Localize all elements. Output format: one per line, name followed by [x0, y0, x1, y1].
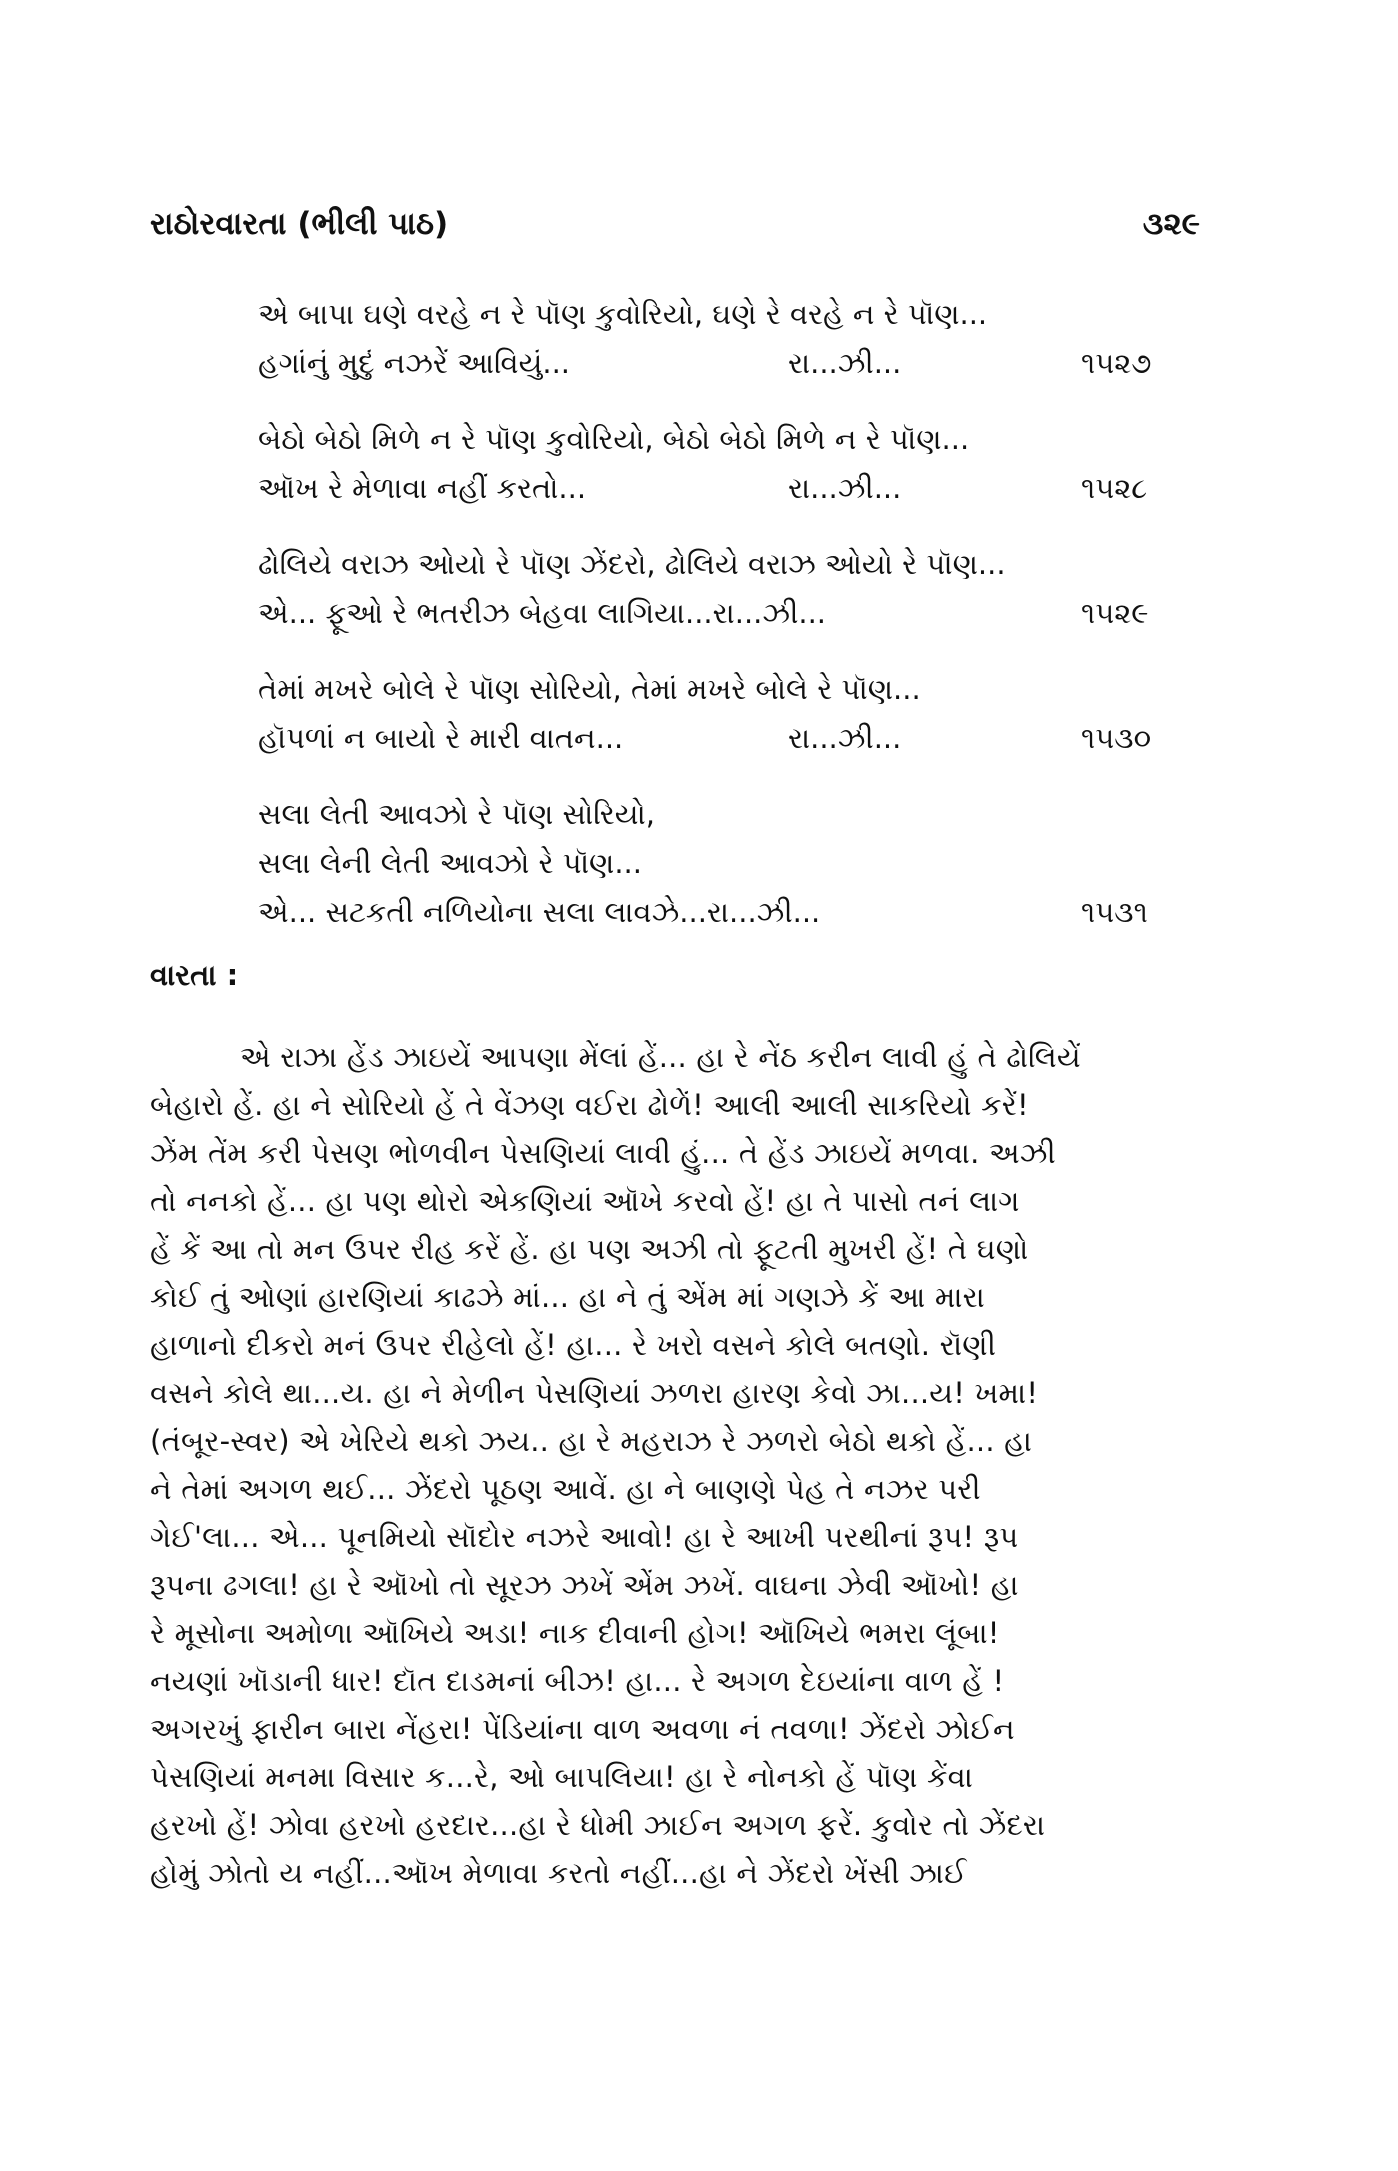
verse-text: તેમાં મખરે બોલે રે પૉણ સોરિયો, તેમાં મખરે બોલે રે પૉણ...	[258, 672, 921, 706]
verse-line	[258, 339, 1208, 388]
stanza-1528	[258, 415, 1208, 513]
verse-text: હૉપળાં ન બાયો રે મારી વાતન...	[258, 721, 624, 755]
verse-line	[258, 290, 1208, 339]
verse-line	[258, 540, 1208, 589]
verse-line	[258, 665, 1208, 714]
verse-text: એ બાપા ઘણે વરહે ન રે પૉણ કુવોરિયો, ઘણે રે વરહે ન રે પૉણ...	[258, 297, 988, 331]
verse-number: ૧૫૨૯	[1081, 596, 1149, 630]
verse-refrain: રા...ઝી...	[788, 471, 902, 505]
prose-line: હેં કેં આ તો મન ઉપર રીહ કરેં હેં. હા પણ અઝી તો ફૂટતી મુખરી હેં! તે ઘણો	[150, 1232, 1029, 1266]
verse-refrain: રા...ઝી...	[788, 346, 902, 380]
verse-section	[258, 290, 1208, 964]
verse-line	[258, 839, 1208, 888]
prose-line: ગેઈ'લા... એ... પૂનમિયો સૉદોર નઝરે આવો! હા રે આખી પરથીનાં રૂપ! રૂપ	[150, 1520, 1019, 1554]
verse-text: ઑખ રે મેળાવા નહીં કરતો...	[258, 471, 587, 505]
verse-number: ૧૫૩૦	[1081, 721, 1152, 755]
prose-line: હરખો હેં! ઝોવા હરખો હરદાર...હા રે ધોમી ઝાઈન અગળ ફરેં. કુવોર તો ઝેંદરા	[150, 1808, 1046, 1842]
verse-line	[258, 415, 1208, 464]
verse-text: એ... સટકતી નળિયોના સલા લાવઝે...રા...ઝી...	[258, 895, 821, 929]
prose-paragraph	[150, 1033, 1200, 1897]
verse-number: ૧૫૩૧	[1081, 895, 1148, 929]
prose-line: નયણાં ખૉડાની ધાર! દૉત દાડમનાં બીઝ! હા... રે અગળ દેઇયાંના વાળ હેં !	[150, 1664, 1005, 1698]
prose-line: કોઈ તું ઓણાં હારણિયાં કાઢઝે માં... હા ને તું એંમ માં ગણઝે કેં આ મારા	[150, 1280, 985, 1314]
prose-line: બેહારો હેં. હા ને સોરિયો હેં તે વેંઝણ વઈરા ઢોળેં! આલી આલી સાકરિયો કરેં!	[150, 1088, 1029, 1122]
prose-line: ને તેમાં અગળ થઈ... ઝેંદરો પૂઠણ આવેં. હા ને બાણણે પેહ તે નઝર પરી	[150, 1472, 981, 1506]
prose-line: પેસણિયાં મનમા વિસાર ક...રે, ઓ બાપલિયા! હા રે નોનકો હેં પૉણ કેંવા	[150, 1760, 974, 1794]
prose-line: અગરખું ફારીન બારા નેંહરા! પેંડિયાંના વાળ અવળા નં તવળા! ઝેંદરો ઝોઈન	[150, 1712, 1015, 1746]
verse-text: એ... ફૂઓ રે ભતરીઝ બેહવા લાગિયા...રા...ઝી...	[258, 596, 827, 630]
prose-line: રૂપના ઢગલા! હા રે ઑખો તો સૂરઝ ઝખેં એંમ ઝખેં. વાઘના ઝેવી ઑખો! હા	[150, 1568, 1019, 1602]
verse-line	[258, 714, 1208, 763]
stanza-1530	[258, 665, 1208, 763]
verse-text: હગાંનું મુદું નઝરેં આવિયું...	[258, 346, 571, 380]
prose-line: હાળાનો દીકરો મનં ઉપર રીહેલો હેં! હા... રે ખરો વસને કોલે બતણો. રૉણી	[150, 1328, 997, 1362]
verse-number: ૧૫૨૭	[1081, 346, 1152, 380]
prose-line: તો નનકો હેં... હા પણ થોરો એકણિયાં ઑખે કરવો હેં! હા તે પાસો તનં લાગ	[150, 1184, 1020, 1218]
verse-number: ૧૫૨૮	[1081, 471, 1148, 505]
verse-refrain: રા...ઝી...	[788, 721, 902, 755]
stanza-1529	[258, 540, 1208, 638]
running-head	[150, 206, 1200, 254]
verse-line	[258, 888, 1208, 937]
verse-text: ઢોલિયે વરાઝ ઓયો રે પૉણ ઝેંદરો, ઢોલિયે વરાઝ ઓયો રે પૉણ...	[258, 547, 1006, 581]
verse-line	[258, 589, 1208, 638]
running-title: રાઠોરવારતા (ભીલી પાઠ)	[150, 206, 449, 242]
prose-line: ઝેંમ તેંમ કરી પેસણ ભોળવીન પેસણિયાં લાવી હું... તે હેંડ ઝાઇયેં મળવા. અઝી	[150, 1136, 1056, 1170]
prose-line: એ રાઝા હેંડ ઝાઇયેં આપણા મેંલાં હેં... હા રે નેંઠ કરીન લાવી હું તે ઢોલિયેં	[240, 1040, 1081, 1074]
verse-text: સલા લેની લેતી આવઝો રે પૉણ...	[258, 846, 642, 880]
verse-line	[258, 464, 1208, 513]
stanza-1531	[258, 790, 1208, 937]
section-heading: વારતા :	[150, 958, 239, 992]
verse-line	[258, 790, 1208, 839]
verse-text: બેઠો બેઠો મિળે ન રે પૉણ કુવોરિયો, બેઠો બેઠો મિળે ન રે પૉણ...	[258, 422, 970, 456]
prose-line: (તંબૂર-સ્વર) એ ખેરિયે થકો ઝય.. હા રે મહરાઝ રે ઝળરો બેઠો થકો હેં... હા	[150, 1424, 1033, 1458]
prose-line: હોમું ઝોતો ય નહીં...ઑખ મેળાવા કરતો નહીં...હા ને ઝેંદરો ખેંસી ઝાઈ	[150, 1856, 967, 1890]
page-number: ૩૨૯	[1142, 206, 1200, 242]
stanza-1527	[258, 290, 1208, 388]
verse-text: સલા લેતી આવઝો રે પૉણ સોરિયો,	[258, 797, 656, 831]
prose-line: વસને કોલે થા...ય. હા ને મેળીન પેસણિયાં ઝળરા હારણ કેવો ઝા...ય! ખમા!	[150, 1376, 1039, 1410]
prose-line: રે મૂસોના અમોળા ઑખિયે અડા! નાક દીવાની હોગ! ઑખિયે ભમરા લૂંબા!	[150, 1616, 1000, 1650]
